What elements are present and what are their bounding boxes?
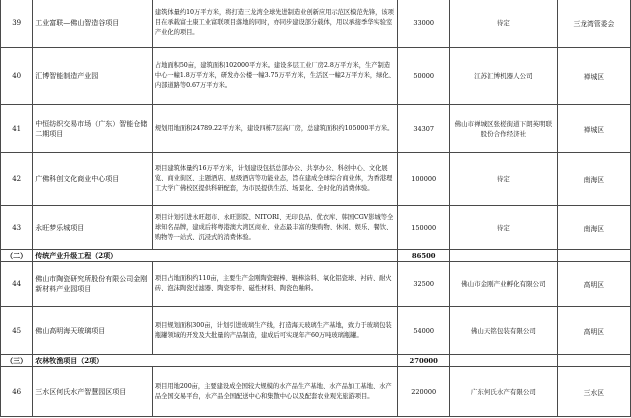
section-title: 传统产业升级工程（2项） bbox=[33, 250, 398, 262]
responsible-unit: 待定 bbox=[450, 153, 558, 206]
project-name: 佛山高明海天玻璃项目 bbox=[33, 307, 153, 355]
empty-cell bbox=[450, 355, 558, 367]
project-name: 广佛科创文化商业中心项目 bbox=[33, 153, 153, 206]
project-description: 规划用地面积24789.22平方米，建设四栋7层高厂房，总建筑面积约105000平方米。 bbox=[152, 105, 398, 153]
responsible-unit: 待定 bbox=[450, 0, 558, 48]
section-investment-total: 270000 bbox=[398, 355, 450, 367]
project-name: 三水区何氏水产智慧园区项目 bbox=[33, 367, 153, 417]
section-number: （二） bbox=[1, 250, 33, 262]
table-row bbox=[1, 153, 631, 206]
district: 高明区 bbox=[557, 262, 630, 307]
table-row bbox=[1, 262, 631, 307]
responsible-unit: 待定 bbox=[450, 206, 558, 250]
empty-cell bbox=[557, 250, 630, 262]
investment-amount: 50000 bbox=[398, 48, 450, 105]
row-number: 45 bbox=[1, 307, 33, 355]
row-number: 42 bbox=[1, 153, 33, 206]
investment-amount: 100000 bbox=[398, 153, 450, 206]
investment-amount: 220000 bbox=[398, 367, 450, 417]
district: 南海区 bbox=[557, 153, 630, 206]
investment-amount: 34307 bbox=[398, 105, 450, 153]
responsible-unit: 广东何氏水产有限公司 bbox=[450, 367, 558, 417]
project-name: 中恒纺织交易市场（广东）智能仓储二期项目 bbox=[33, 105, 153, 153]
section-title: 农林牧渔项目（2项） bbox=[33, 355, 398, 367]
project-name: 佛山市陶瓷研究所股份有限公司金刚新材料产业园项目 bbox=[33, 262, 153, 307]
district: 高明区 bbox=[557, 307, 630, 355]
project-description: 项目用地200亩，主要建设成全国较大规模的水产品生产基地、水产品加工基地、水产品全国交易平台，水产品全国配送中心和集散中心以及配套农业观光旅游项目。 bbox=[152, 367, 398, 417]
responsible-unit: 佛山市金刚产业孵化有限公司 bbox=[450, 262, 558, 307]
investment-amount: 32500 bbox=[398, 262, 450, 307]
district: 禅城区 bbox=[557, 48, 630, 105]
row-number: 43 bbox=[1, 206, 33, 250]
table-row bbox=[1, 206, 631, 250]
section-number: （三） bbox=[1, 355, 33, 367]
section-investment-total: 86500 bbox=[398, 250, 450, 262]
table-row bbox=[1, 0, 631, 48]
district: 南海区 bbox=[557, 206, 630, 250]
empty-cell bbox=[557, 355, 630, 367]
district: 三水区 bbox=[557, 367, 630, 417]
project-description: 建筑体量约10万平方米，将打造三龙湾全球先进制造业创新应用示范区模范先锋，该项目在承载富士康工业富联项目落地的同时，亦同步建设部分载体，用以承接季华实验室产业化的项目。 bbox=[152, 0, 398, 48]
district: 三龙湾管委会 bbox=[557, 0, 630, 48]
section-row bbox=[1, 355, 631, 367]
table-row bbox=[1, 307, 631, 355]
project-name: 永旺梦乐城项目 bbox=[33, 206, 153, 250]
investment-amount: 54000 bbox=[398, 307, 450, 355]
project-description: 占地面积50亩，建筑面积102000平方米。建设多层工业厂房2.8万平方米，生产制造中心一幢1.8万平方米，研发办公楼一幢3.75万平方米，生活区一幢2万平方米，绿化、内部道路等0.67万平方米。 bbox=[152, 48, 398, 105]
project-description: 项目占地面积约110亩，主要生产金刚陶瓷辊棒、辊棒涂料、氧化铝瓷球、衬砖、耐火砖、泡沫陶瓷过滤器、陶瓷零件、磁性材料、陶瓷色釉料。 bbox=[152, 262, 398, 307]
row-number: 41 bbox=[1, 105, 33, 153]
district: 禅城区 bbox=[557, 105, 630, 153]
investment-amount: 150000 bbox=[398, 206, 450, 250]
empty-cell bbox=[450, 250, 558, 262]
row-number: 39 bbox=[1, 0, 33, 48]
section-row bbox=[1, 250, 631, 262]
project-description: 项目建筑体量约16万平方米，计划建设包括总部办公、共享办公、科创中心、文化展览、商业街区、主题酒店、星级酒店等功能业态，旨在建成全球综合商业体，为香港理工大学广佛校区提供科研配套，为市民提供生活、场景化、全时化的消费体验。 bbox=[152, 153, 398, 206]
project-description: 项目计划引进永旺超市、永旺影院、NITORI、无印良品、优衣库、韩国CGV影城等全球知名品牌，建成后将粤港澳大湾区商业、业态最丰富的集购物、休闲、娱乐、餐饮、购物等一站式、沉浸式的消费体验。 bbox=[152, 206, 398, 250]
investment-amount: 33000 bbox=[398, 0, 450, 48]
project-name: 工业富联—佛山智造谷项目 bbox=[33, 0, 153, 48]
row-number: 40 bbox=[1, 48, 33, 105]
row-number: 46 bbox=[1, 367, 33, 417]
responsible-unit: 江苏汇博机器人公司 bbox=[450, 48, 558, 105]
row-number: 44 bbox=[1, 262, 33, 307]
responsible-unit: 佛山市禅城区张槎街道下朗英明联股份合作经济社 bbox=[450, 105, 558, 153]
responsible-unit: 佛山天铭包装有限公司 bbox=[450, 307, 558, 355]
table-row bbox=[1, 105, 631, 153]
table-row bbox=[1, 48, 631, 105]
project-name: 汇博智能制造产业园 bbox=[33, 48, 153, 105]
project-description: 项目规划面积300亩，计划引进玻璃生产线，打造海天玻璃生产基地，致力于玻璃包装瓶罐领域的开发及大批量的产品制造，建成后可实现年产60万吨玻璃瓶罐。 bbox=[152, 307, 398, 355]
table-row bbox=[1, 367, 631, 417]
